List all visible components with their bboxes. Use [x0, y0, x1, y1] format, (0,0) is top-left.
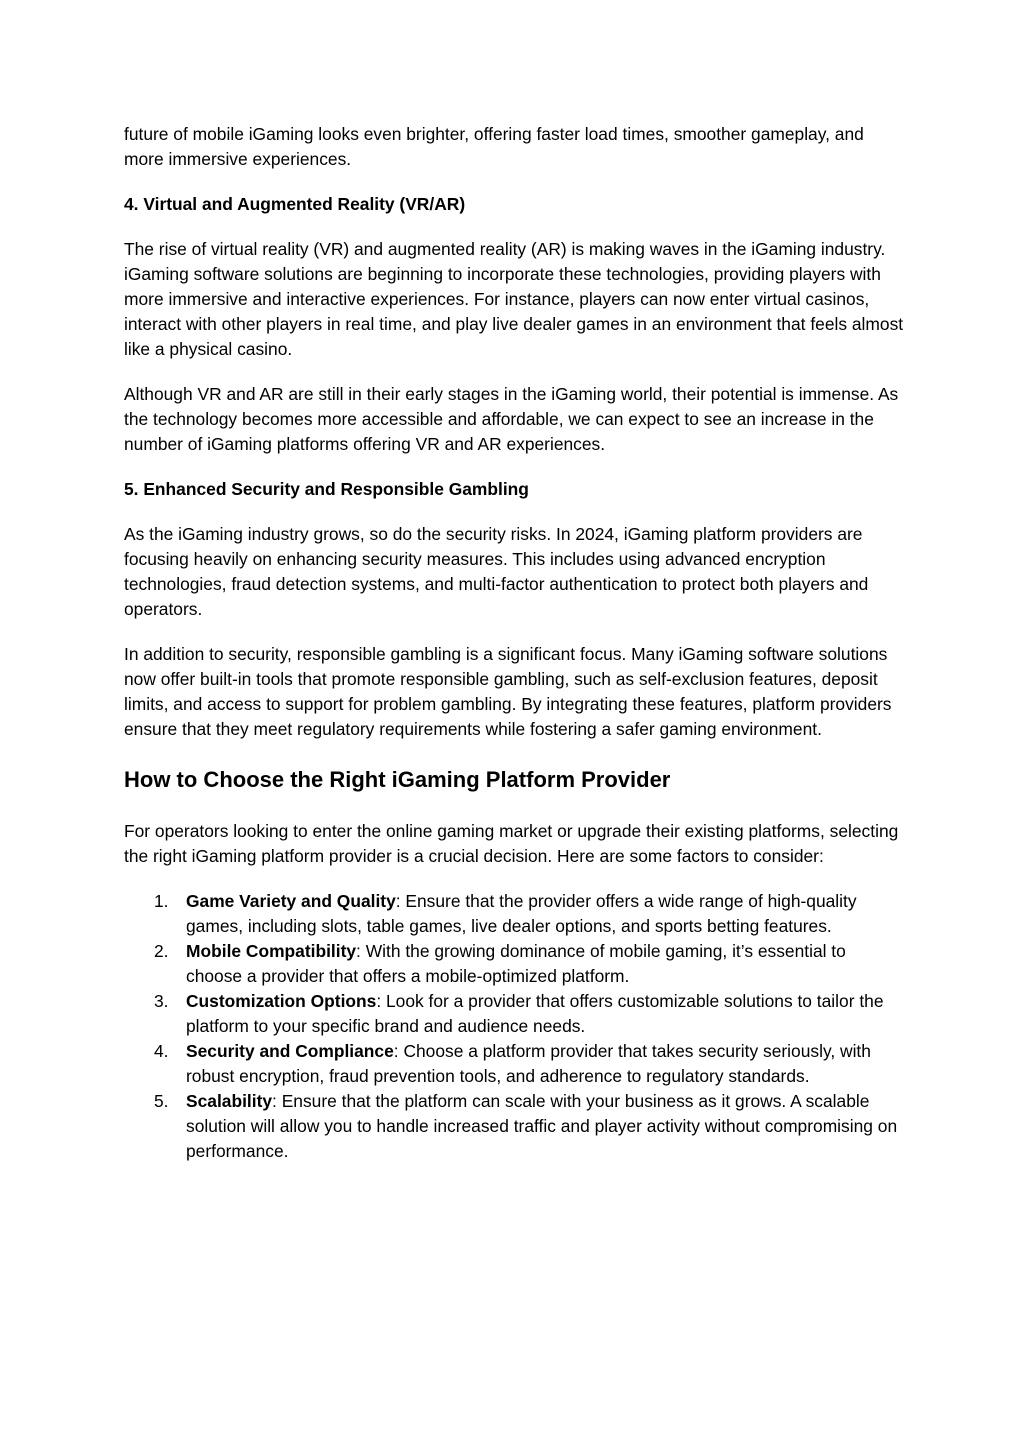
section-heading-security: 5. Enhanced Security and Responsible Gambling — [124, 479, 529, 499]
factors-list — [124, 889, 904, 1164]
document-body — [124, 122, 904, 1164]
vr-ar-paragraph: The rise of virtual reality (VR) and augmented reality (AR) is making waves in the iGaming industry. iGaming software solutions are beginning to incorporate these technologies, providing players with more immersive and interactive experiences. For instance, players can now enter virtual casinos, interact with other players in real time, and play live dealer games in an environment that feels almost like a physical casino. — [124, 239, 904, 359]
list-item — [124, 989, 904, 1039]
list-item — [124, 889, 904, 939]
choose-provider-intro: For operators looking to enter the online gaming market or upgrade their existing platforms, selecting the right iGaming platform provider is a crucial decision. Here are some factors to consider: — [124, 821, 899, 866]
list-item-text: : Look for a provider that offers customizable solutions to tailor the platform to your specific brand and audience needs. — [186, 991, 884, 1036]
section-heading-vr-ar: 4. Virtual and Augmented Reality (VR/AR) — [124, 194, 466, 214]
list-item-number: 1. — [154, 891, 169, 911]
list-item — [124, 1039, 904, 1089]
list-item-number: 2. — [154, 941, 169, 961]
list-item — [124, 1089, 904, 1164]
list-item — [124, 939, 904, 989]
security-paragraph: As the iGaming industry grows, so do the security risks. In 2024, iGaming platform providers are focusing heavily on enhancing security measures. This includes using advanced encryption technologies, fraud detection systems, and multi-factor authentication to protect both players and operators. — [124, 524, 869, 619]
list-item-number: 3. — [154, 991, 169, 1011]
list-item-text: : Ensure that the provider offers a wide range of high-quality games, including slots, table games, live dealer options, and sports betting features. — [186, 891, 857, 936]
list-item-text: : With the growing dominance of mobile gaming, it’s essential to choose a provider that offers a mobile-optimized platform. — [186, 941, 846, 986]
list-item-title: Security and Compliance — [186, 1041, 394, 1061]
vr-ar-paragraph: Although VR and AR are still in their early stages in the iGaming world, their potential is immense. As the technology becomes more accessible and affordable, we can expect to see an increase in the number of iGaming platforms offering VR and AR experiences. — [124, 384, 899, 454]
list-item-title: Mobile Compatibility — [186, 941, 357, 961]
security-paragraph: In addition to security, responsible gambling is a significant focus. Many iGaming software solutions now offer built-in tools that promote responsible gambling, such as self-exclusion features, deposit limits, and access to support for problem gambling. By integrating these features, platform providers ensure that they meet regulatory requirements while fostering a safer gaming environment. — [124, 644, 892, 739]
list-item-text: : Ensure that the platform can scale with your business as it grows. A scalable solution will allow you to handle increased traffic and player activity without compromising on performance. — [186, 1091, 898, 1161]
list-item-text: : Choose a platform provider that takes security seriously, with robust encryption, fraud prevention tools, and adherence to regulatory standards. — [186, 1041, 871, 1086]
continued-paragraph: future of mobile iGaming looks even brighter, offering faster load times, smoother gameplay, and more immersive experiences. — [124, 124, 864, 169]
list-item-number: 4. — [154, 1041, 169, 1061]
list-item-number: 5. — [154, 1091, 169, 1111]
section-heading-choose-provider: How to Choose the Right iGaming Platform Provider — [124, 767, 671, 792]
list-item-title: Scalability — [186, 1091, 273, 1111]
list-item-title: Customization Options — [186, 991, 377, 1011]
list-item-title: Game Variety and Quality — [186, 891, 396, 911]
